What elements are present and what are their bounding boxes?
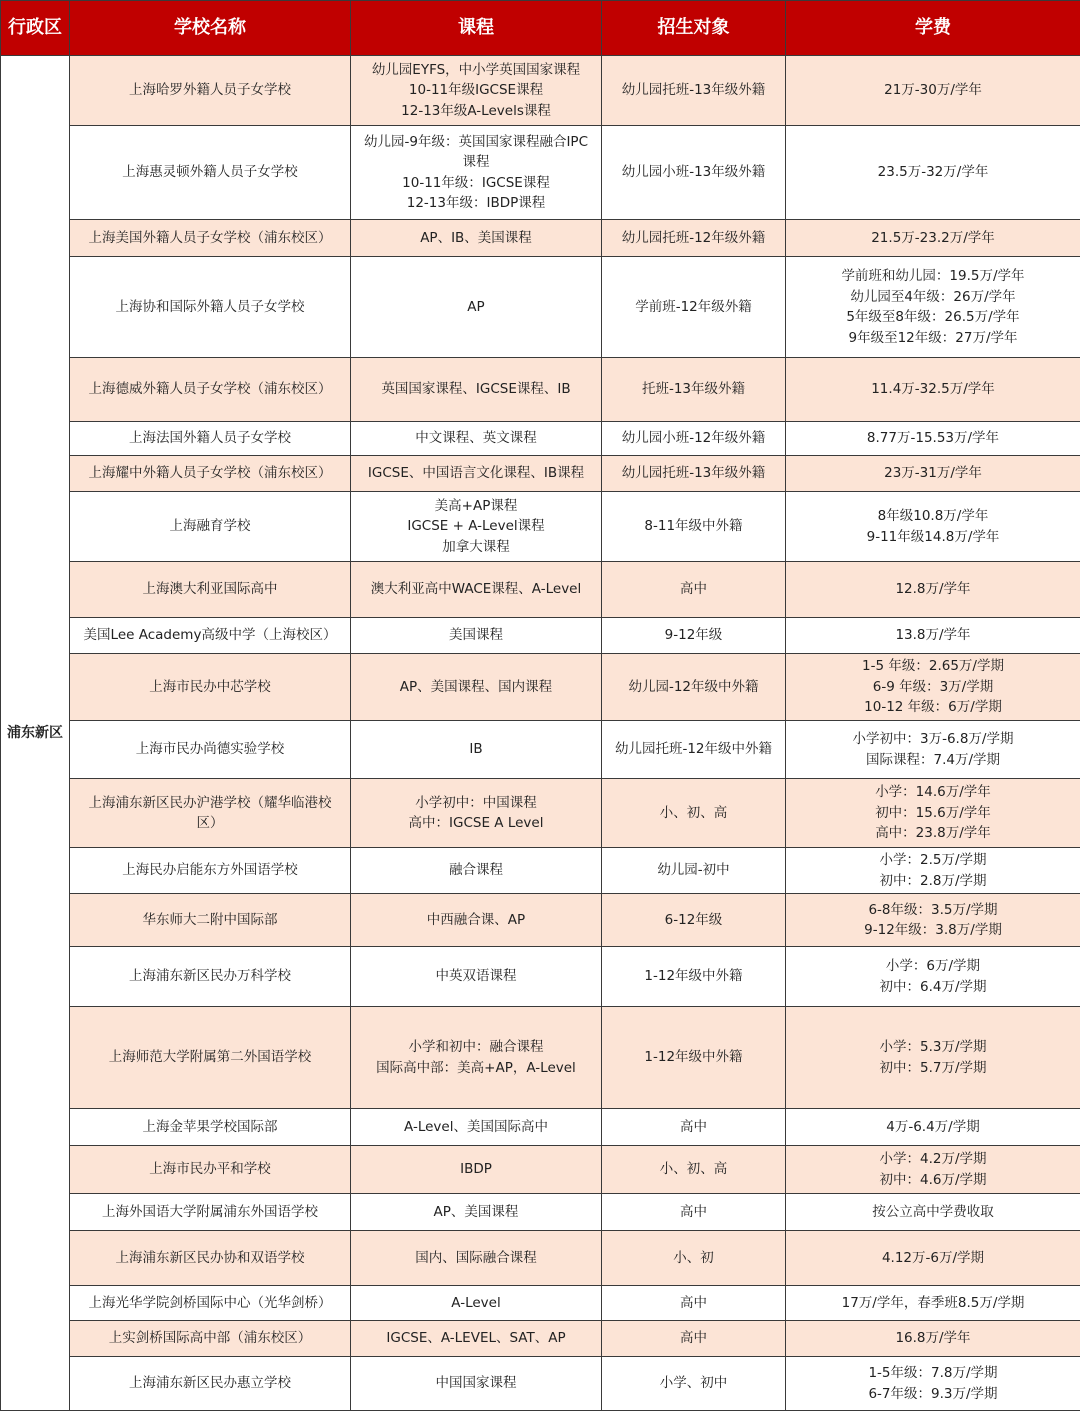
school-name-cell: [70, 422, 351, 456]
course-line: AP、美国课程: [354, 1202, 598, 1223]
course-line: IB: [354, 739, 598, 760]
school-name-cell: [70, 1231, 351, 1286]
table-row: [1, 56, 1080, 126]
enrollment-target-line: 幼儿园托班-12年级中外籍: [605, 739, 782, 760]
tuition-fee-line: 初中：6.4万/学期: [789, 977, 1077, 998]
school-name-line: 上海美国外籍人员子女学校（浦东校区）: [73, 228, 347, 249]
enrollment-target-line: 9-12年级: [605, 625, 782, 646]
course-line: 加拿大课程: [354, 537, 598, 558]
enrollment-target-cell: [602, 947, 786, 1007]
school-name-line: 上海惠灵顿外籍人员子女学校: [73, 162, 347, 183]
table-row: [1, 562, 1080, 618]
course-cell: [351, 654, 602, 721]
tuition-fee-line: 17万/学年，春季班8.5万/学期: [789, 1293, 1077, 1314]
school-name-cell: [70, 456, 351, 492]
enrollment-target-line: 幼儿园小班-12年级外籍: [605, 428, 782, 449]
school-name-cell: [70, 779, 351, 848]
table-row: [1, 654, 1080, 721]
tuition-fee-line: 幼儿园至4年级：26万/学年: [789, 287, 1077, 308]
school-name-cell: [70, 1286, 351, 1321]
course-line: AP、IB、美国课程: [354, 228, 598, 249]
tuition-fee-line: 小学初中：3万-6.8万/学期: [789, 729, 1077, 750]
course-line: A-Level: [354, 1293, 598, 1314]
enrollment-target-cell: [602, 1146, 786, 1194]
school-name-line: 美国Lee Academy高级中学（上海校区）: [73, 625, 347, 646]
enrollment-target-cell: [602, 456, 786, 492]
header-row: [1, 1, 1080, 56]
tuition-fee-line: 初中：5.7万/学期: [789, 1058, 1077, 1079]
enrollment-target-line: 1-12年级中外籍: [605, 966, 782, 987]
tuition-fee-line: 12.8万/学年: [789, 579, 1077, 600]
tuition-fee-line: 6-8年级：3.5万/学期: [789, 900, 1077, 921]
school-name-cell: [70, 257, 351, 358]
enrollment-target-cell: [602, 1357, 786, 1411]
tuition-fee-line: 11.4万-32.5万/学年: [789, 379, 1077, 400]
course-cell: [351, 422, 602, 456]
tuition-fee-cell: [786, 721, 1080, 779]
table-row: [1, 1007, 1080, 1109]
school-name-line: 上海市民办尚德实验学校: [73, 739, 347, 760]
enrollment-target-line: 8-11年级中外籍: [605, 516, 782, 537]
tuition-fee-line: 国际课程：7.4万/学期: [789, 750, 1077, 771]
tuition-fee-cell: [786, 1007, 1080, 1109]
course-line: AP、美国课程、国内课程: [354, 677, 598, 698]
table-row: [1, 721, 1080, 779]
tuition-fee-cell: [786, 492, 1080, 562]
tuition-fee-cell: [786, 779, 1080, 848]
course-cell: [351, 848, 602, 894]
table-row: [1, 947, 1080, 1007]
course-cell: [351, 562, 602, 618]
school-name-cell: [70, 126, 351, 220]
table-row: [1, 492, 1080, 562]
tuition-fee-line: 6-9 年级：3万/学期: [789, 677, 1077, 698]
tuition-fee-line: 小学：14.6万/学年: [789, 782, 1077, 803]
school-name-cell: [70, 618, 351, 654]
course-line: 中西融合课、AP: [354, 910, 598, 931]
school-name-line: 上实剑桥国际高中部（浦东校区）: [73, 1328, 347, 1349]
enrollment-target-cell: [602, 894, 786, 947]
course-cell: [351, 456, 602, 492]
enrollment-target-line: 高中: [605, 1202, 782, 1223]
enrollment-target-line: 高中: [605, 579, 782, 600]
course-line: 澳大利亚高中WACE课程、A-Level: [354, 579, 598, 600]
enrollment-target-line: 幼儿园小班-13年级外籍: [605, 162, 782, 183]
tuition-fee-line: 21.5万-23.2万/学年: [789, 228, 1077, 249]
enrollment-target-cell: [602, 562, 786, 618]
enrollment-target-line: 小、初: [605, 1248, 782, 1269]
course-line: 融合课程: [354, 860, 598, 881]
tuition-fee-line: 1-5 年级：2.65万/学期: [789, 656, 1077, 677]
tuition-fee-line: 小学：4.2万/学期: [789, 1149, 1077, 1170]
course-line: 中文课程、英文课程: [354, 428, 598, 449]
school-name-line: 上海市民办平和学校: [73, 1159, 347, 1180]
course-line: 12-13年级A-Levels课程: [354, 101, 598, 122]
tuition-fee-cell: [786, 1286, 1080, 1321]
school-name-line: 上海澳大利亚国际高中: [73, 579, 347, 600]
enrollment-target-cell: [602, 358, 786, 422]
school-name-line: 上海金苹果学校国际部: [73, 1117, 347, 1138]
tuition-fee-line: 16.8万/学年: [789, 1328, 1077, 1349]
enrollment-target-cell: [602, 422, 786, 456]
course-line: 幼儿园-9年级：英国国家课程融合IPC: [354, 132, 598, 153]
course-line: 10-11年级：IGCSE课程: [354, 173, 598, 194]
enrollment-target-line: 学前班-12年级外籍: [605, 297, 782, 318]
course-cell: [351, 1286, 602, 1321]
tuition-fee-line: 初中：15.6万/学年: [789, 803, 1077, 824]
course-line: 美高+AP课程: [354, 496, 598, 517]
tuition-fee-line: 小学：5.3万/学期: [789, 1037, 1077, 1058]
header-fee: 学费: [786, 1, 1080, 56]
enrollment-target-line: 1-12年级中外籍: [605, 1047, 782, 1068]
course-line: 国际高中部：美高+AP，A-Level: [354, 1058, 598, 1079]
course-cell: [351, 126, 602, 220]
tuition-fee-cell: [786, 618, 1080, 654]
course-line: 小学和初中：融合课程: [354, 1037, 598, 1058]
table-row: [1, 1286, 1080, 1321]
school-name-line: 上海光华学院剑桥国际中心（光华剑桥）: [73, 1293, 347, 1314]
tuition-fee-cell: [786, 947, 1080, 1007]
tuition-fee-cell: [786, 1231, 1080, 1286]
tuition-fee-cell: [786, 1146, 1080, 1194]
school-name-line: 上海德威外籍人员子女学校（浦东校区）: [73, 379, 347, 400]
tuition-fee-line: 13.8万/学年: [789, 625, 1077, 646]
school-name-cell: [70, 721, 351, 779]
enrollment-target-cell: [602, 257, 786, 358]
tuition-fee-line: 4万-6.4万/学期: [789, 1117, 1077, 1138]
table-row: [1, 257, 1080, 358]
enrollment-target-line: 小、初、高: [605, 803, 782, 824]
enrollment-target-line: 高中: [605, 1117, 782, 1138]
school-name-cell: [70, 56, 351, 126]
tuition-fee-cell: [786, 422, 1080, 456]
school-name-line: 上海浦东新区民办沪港学校（耀华临港校: [73, 793, 347, 814]
tuition-fee-cell: [786, 257, 1080, 358]
school-name-line: 上海协和国际外籍人员子女学校: [73, 297, 347, 318]
tuition-fee-line: 初中：4.6万/学期: [789, 1170, 1077, 1191]
course-line: 国内、国际融合课程: [354, 1248, 598, 1269]
header-school-name: 学校名称: [70, 1, 351, 56]
tuition-fee-line: 初中：2.8万/学期: [789, 871, 1077, 892]
enrollment-target-cell: [602, 1109, 786, 1146]
course-line: 12-13年级：IBDP课程: [354, 193, 598, 214]
tuition-fee-line: 23万-31万/学年: [789, 463, 1077, 484]
school-name-line: 上海浦东新区民办万科学校: [73, 966, 347, 987]
header-district: 行政区: [1, 1, 70, 56]
school-name-cell: [70, 562, 351, 618]
course-cell: [351, 1007, 602, 1109]
tuition-fee-line: 21万-30万/学年: [789, 80, 1077, 101]
course-cell: [351, 1357, 602, 1411]
school-name-line: 上海法国外籍人员子女学校: [73, 428, 347, 449]
tuition-fee-cell: [786, 126, 1080, 220]
school-name-line: 上海民办启能东方外国语学校: [73, 860, 347, 881]
tuition-fee-line: 10-12 年级：6万/学期: [789, 697, 1077, 718]
tuition-fee-line: 高中：23.8万/学年: [789, 823, 1077, 844]
tuition-fee-cell: [786, 654, 1080, 721]
tuition-fee-cell: [786, 358, 1080, 422]
tuition-fee-line: 9年级至12年级：27万/学年: [789, 328, 1077, 349]
enrollment-target-line: 幼儿园-12年级中外籍: [605, 677, 782, 698]
enrollment-target-cell: [602, 618, 786, 654]
school-name-line: 上海浦东新区民办惠立学校: [73, 1373, 347, 1394]
enrollment-target-line: 托班-13年级外籍: [605, 379, 782, 400]
course-line: A-Level、美国国际高中: [354, 1117, 598, 1138]
school-name-line: 上海师范大学附属第二外国语学校: [73, 1047, 347, 1068]
course-line: 英国国家课程、IGCSE课程、IB: [354, 379, 598, 400]
tuition-fee-line: 8.77万-15.53万/学年: [789, 428, 1077, 449]
course-line: IGCSE、中国语言文化课程、IB课程: [354, 463, 598, 484]
course-line: 课程: [354, 152, 598, 173]
course-cell: [351, 721, 602, 779]
school-name-line: 上海融育学校: [73, 516, 347, 537]
course-line: 10-11年级IGCSE课程: [354, 80, 598, 101]
course-cell: [351, 220, 602, 257]
enrollment-target-cell: [602, 654, 786, 721]
enrollment-target-cell: [602, 1194, 786, 1231]
course-line: 中国国家课程: [354, 1373, 598, 1394]
tuition-fee-line: 小学：2.5万/学期: [789, 850, 1077, 871]
table-row: [1, 894, 1080, 947]
tuition-fee-line: 小学：6万/学期: [789, 956, 1077, 977]
course-line: 小学初中：中国课程: [354, 793, 598, 814]
table-row: [1, 358, 1080, 422]
tuition-fee-line: 9-12年级：3.8万/学期: [789, 920, 1077, 941]
course-cell: [351, 894, 602, 947]
tuition-fee-cell: [786, 1194, 1080, 1231]
table-row: [1, 1194, 1080, 1231]
school-name-line: 区）: [73, 813, 347, 834]
enrollment-target-line: 幼儿园托班-12年级外籍: [605, 228, 782, 249]
tuition-fee-line: 4.12万-6万/学期: [789, 1248, 1077, 1269]
course-cell: [351, 947, 602, 1007]
tuition-fee-cell: [786, 1321, 1080, 1357]
course-cell: [351, 1321, 602, 1357]
school-name-line: 上海市民办中芯学校: [73, 677, 347, 698]
tuition-fee-line: 23.5万-32万/学年: [789, 162, 1077, 183]
school-name-cell: [70, 894, 351, 947]
table-row: [1, 848, 1080, 894]
enrollment-target-cell: [602, 848, 786, 894]
enrollment-target-line: 小、初、高: [605, 1159, 782, 1180]
course-cell: [351, 56, 602, 126]
school-name-cell: [70, 220, 351, 257]
tuition-fee-cell: [786, 456, 1080, 492]
school-name-cell: [70, 848, 351, 894]
course-cell: [351, 779, 602, 848]
table-row: [1, 1357, 1080, 1411]
school-name-line: 上海耀中外籍人员子女学校（浦东校区）: [73, 463, 347, 484]
tuition-fee-cell: [786, 1357, 1080, 1411]
course-cell: [351, 1109, 602, 1146]
tuition-fee-line: 6-7年级：9.3万/学期: [789, 1384, 1077, 1405]
tuition-fee-line: 5年级至8年级：26.5万/学年: [789, 307, 1077, 328]
table-row: [1, 422, 1080, 456]
school-name-line: 上海浦东新区民办协和双语学校: [73, 1248, 347, 1269]
course-line: 中英双语课程: [354, 966, 598, 987]
course-line: 高中：IGCSE A Level: [354, 813, 598, 834]
enrollment-target-cell: [602, 1231, 786, 1286]
enrollment-target-cell: [602, 1321, 786, 1357]
enrollment-target-cell: [602, 721, 786, 779]
header-course: 课程: [351, 1, 602, 56]
tuition-fee-line: 学前班和幼儿园：19.5万/学年: [789, 266, 1077, 287]
course-line: 美国课程: [354, 625, 598, 646]
table-row: [1, 126, 1080, 220]
enrollment-target-line: 幼儿园托班-13年级外籍: [605, 80, 782, 101]
enrollment-target-cell: [602, 126, 786, 220]
table-row: [1, 1321, 1080, 1357]
tuition-fee-cell: [786, 1109, 1080, 1146]
tuition-fee-cell: [786, 56, 1080, 126]
table-row: [1, 779, 1080, 848]
enrollment-target-cell: [602, 56, 786, 126]
header-target: 招生对象: [602, 1, 786, 56]
course-line: 幼儿园EYFS，中小学英国国家课程: [354, 60, 598, 81]
school-name-cell: [70, 492, 351, 562]
table-row: [1, 1109, 1080, 1146]
course-cell: [351, 257, 602, 358]
course-line: IGCSE、A-LEVEL、SAT、AP: [354, 1328, 598, 1349]
course-cell: [351, 618, 602, 654]
course-cell: [351, 1146, 602, 1194]
enrollment-target-cell: [602, 1007, 786, 1109]
tuition-fee-line: 1-5年级：7.8万/学期: [789, 1363, 1077, 1384]
course-line: IBDP: [354, 1159, 598, 1180]
course-line: AP: [354, 297, 598, 318]
tuition-fee-cell: [786, 894, 1080, 947]
school-name-line: 华东师大二附中国际部: [73, 910, 347, 931]
school-name-cell: [70, 1357, 351, 1411]
table-row: [1, 618, 1080, 654]
school-name-line: 上海外国语大学附属浦东外国语学校: [73, 1202, 347, 1223]
school-name-cell: [70, 1109, 351, 1146]
table-row: [1, 1231, 1080, 1286]
school-name-cell: [70, 1007, 351, 1109]
tuition-fee-line: 8年级10.8万/学年: [789, 506, 1077, 527]
school-name-cell: [70, 358, 351, 422]
enrollment-target-line: 幼儿园-初中: [605, 860, 782, 881]
enrollment-target-line: 小学、初中: [605, 1373, 782, 1394]
school-name-line: 上海哈罗外籍人员子女学校: [73, 80, 347, 101]
table-row: [1, 1146, 1080, 1194]
tuition-fee-cell: [786, 562, 1080, 618]
enrollment-target-cell: [602, 779, 786, 848]
tuition-fee-line: 按公立高中学费收取: [789, 1202, 1077, 1223]
course-line: IGCSE + A-Level课程: [354, 516, 598, 537]
enrollment-target-cell: [602, 1286, 786, 1321]
enrollment-target-line: 幼儿园托班-13年级外籍: [605, 463, 782, 484]
school-name-cell: [70, 947, 351, 1007]
enrollment-target-line: 高中: [605, 1328, 782, 1349]
course-cell: [351, 358, 602, 422]
school-name-cell: [70, 1146, 351, 1194]
tuition-fee-cell: [786, 848, 1080, 894]
course-cell: [351, 1194, 602, 1231]
course-cell: [351, 492, 602, 562]
table-row: [1, 456, 1080, 492]
tuition-fee-line: 9-11年级14.8万/学年: [789, 527, 1077, 548]
enrollment-target-cell: [602, 492, 786, 562]
school-name-cell: [70, 654, 351, 721]
tuition-fee-cell: [786, 220, 1080, 257]
table-row: [1, 220, 1080, 257]
course-cell: [351, 1231, 602, 1286]
enrollment-target-cell: [602, 220, 786, 257]
school-name-cell: [70, 1194, 351, 1231]
district-cell: 浦东新区: [1, 56, 70, 1411]
enrollment-target-line: 高中: [605, 1293, 782, 1314]
enrollment-target-line: 6-12年级: [605, 910, 782, 931]
school-name-cell: [70, 1321, 351, 1357]
